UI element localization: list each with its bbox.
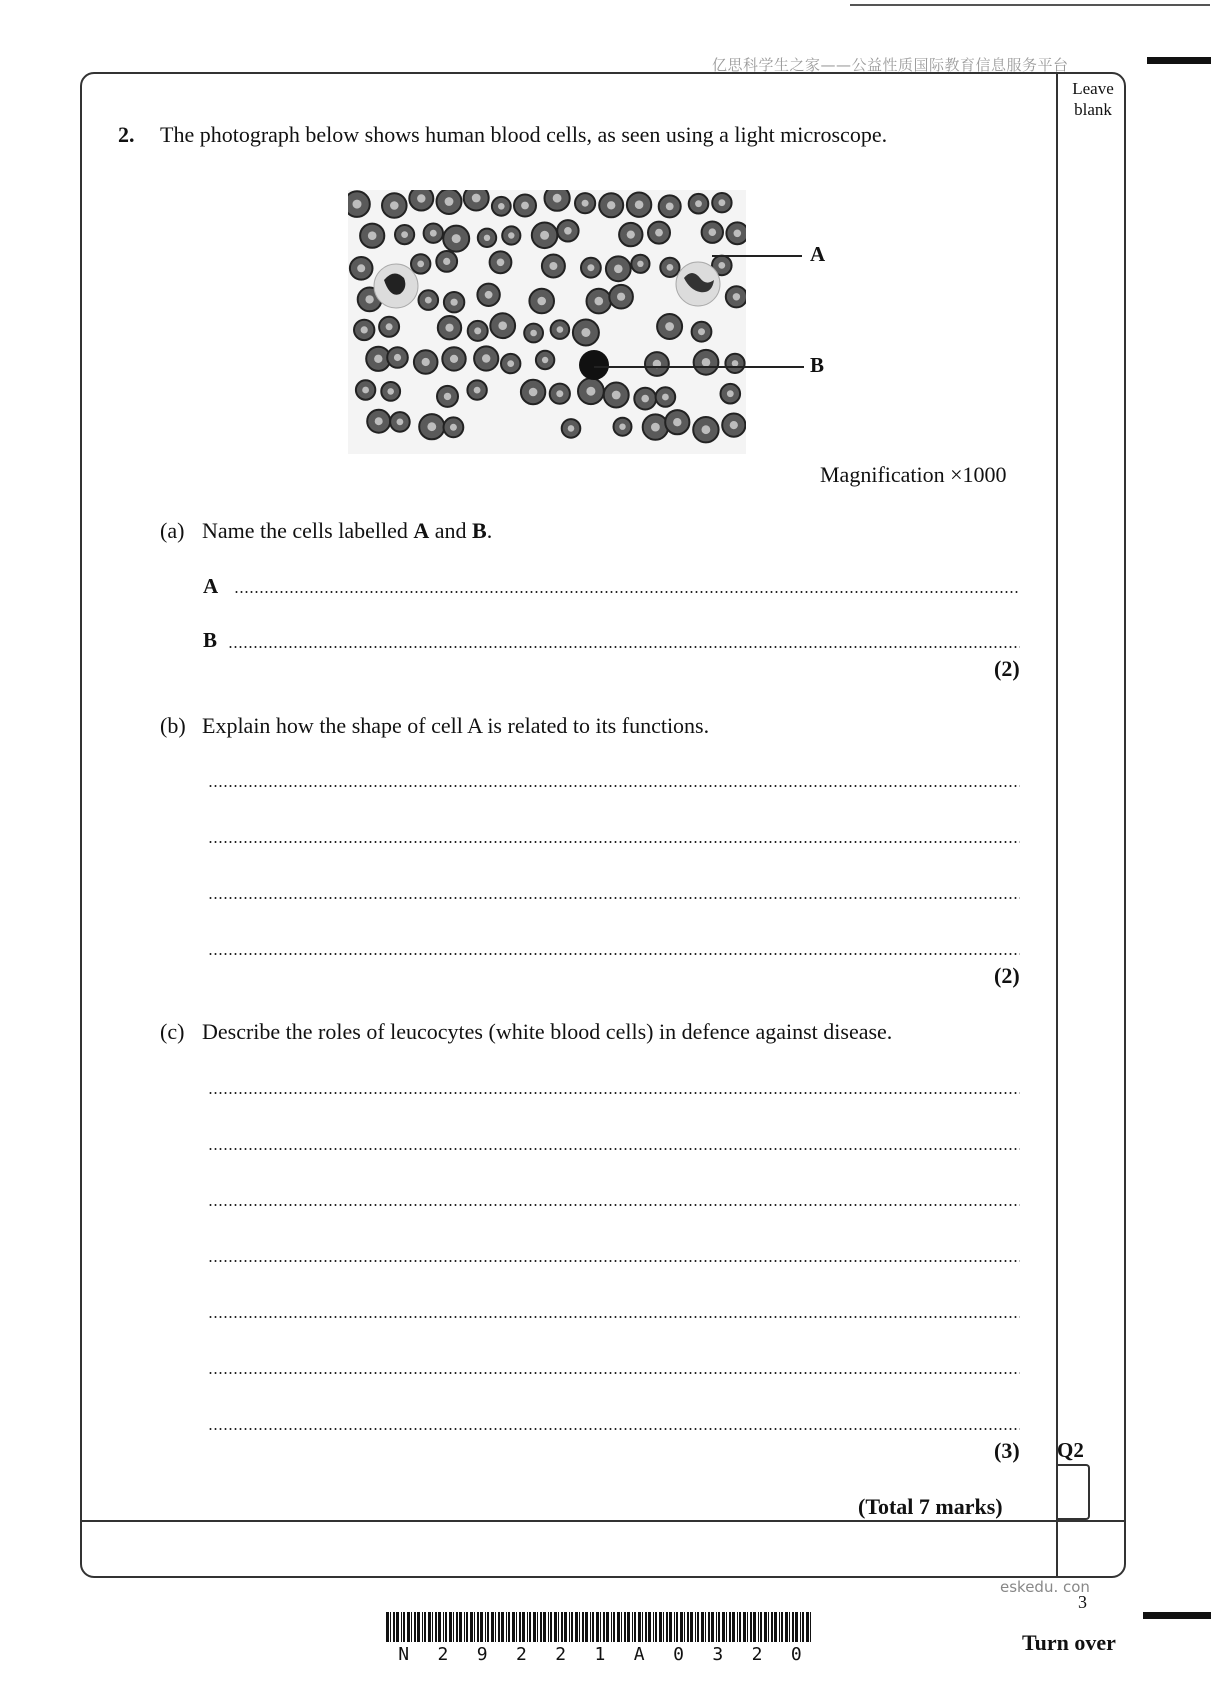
- barcode-bar: [485, 1612, 486, 1642]
- barcode-bar: [558, 1612, 559, 1642]
- barcode-bar: [806, 1612, 809, 1642]
- red-blood-cell-center: [498, 203, 505, 210]
- barcode-bar: [491, 1612, 494, 1642]
- barcode-bar: [543, 1612, 546, 1642]
- barcode-bar: [537, 1612, 538, 1642]
- barcode-bar: [480, 1612, 483, 1642]
- barcode-bar: [718, 1612, 720, 1642]
- barcode-bar: [663, 1612, 664, 1642]
- barcode-bar: [529, 1612, 531, 1642]
- red-blood-cell-center: [556, 390, 563, 397]
- barcode-digit: 3: [712, 1644, 724, 1665]
- barcode-bar: [596, 1612, 599, 1642]
- red-blood-cell-center: [368, 231, 377, 240]
- part-c-tag: (c): [160, 1019, 185, 1044]
- barcode-digit: 1: [594, 1644, 606, 1665]
- barcode-bar: [522, 1612, 525, 1642]
- part-b-answer-line-3[interactable]: [208, 897, 1020, 899]
- barcode-bar: [575, 1612, 578, 1642]
- barcode-bar: [422, 1612, 423, 1642]
- part-a-marks: (2): [994, 656, 1020, 681]
- red-blood-cell-center: [443, 258, 450, 265]
- barcode-bar: [653, 1612, 654, 1642]
- red-blood-cell-center: [553, 194, 562, 203]
- red-blood-cell-center: [375, 417, 383, 425]
- red-blood-cell-center: [557, 326, 564, 333]
- barcode-bar: [449, 1612, 452, 1642]
- part-b-marks: (2): [994, 963, 1020, 988]
- red-blood-cell-center: [665, 322, 674, 331]
- page-number: 3: [1078, 1592, 1087, 1612]
- red-blood-cell-center: [667, 264, 674, 271]
- margin-divider: [1056, 74, 1058, 1576]
- barcode-bar: [779, 1612, 780, 1642]
- part-c-answer-line-7[interactable]: [208, 1428, 1020, 1430]
- barcode-bar: [414, 1612, 416, 1642]
- part-b-answer-line-4[interactable]: [208, 953, 1020, 955]
- barcode-bar: [386, 1612, 389, 1642]
- red-blood-cell-center: [417, 194, 425, 202]
- red-blood-cell-center: [425, 297, 432, 304]
- barcode-bar: [417, 1612, 420, 1642]
- red-blood-cell-center: [357, 264, 365, 272]
- red-blood-cell-center: [582, 200, 589, 207]
- barcode-bar: [638, 1612, 641, 1642]
- barcode-bar: [466, 1612, 468, 1642]
- barcode-bar: [722, 1612, 725, 1642]
- barcode-bar: [632, 1612, 633, 1642]
- part-c-answer-line-4[interactable]: [208, 1260, 1020, 1262]
- barcode-bar: [512, 1612, 515, 1642]
- question-number: 2.: [118, 122, 135, 147]
- part-c-answer-line-2[interactable]: [208, 1148, 1020, 1150]
- red-blood-cell-center: [445, 324, 453, 332]
- barcode-bar: [600, 1612, 601, 1642]
- red-blood-cell-center: [417, 261, 424, 268]
- part-a-text-pre: Name the cells labelled: [202, 518, 414, 543]
- red-blood-cell-center: [698, 328, 705, 335]
- red-blood-cell-center: [497, 259, 505, 267]
- barcode-bar: [527, 1612, 528, 1642]
- q2-label: Q2: [1057, 1438, 1084, 1462]
- question-intro: The photograph below shows human blood cells, as seen using a light microscope.: [160, 122, 888, 147]
- red-blood-cell-center: [549, 262, 557, 270]
- total-marks: (Total 7 marks): [858, 1494, 1003, 1519]
- barcode-bar: [711, 1612, 714, 1642]
- red-blood-cell-center: [651, 423, 660, 432]
- part-b-question: Explain how the shape of cell A is related to its functions.: [202, 713, 710, 738]
- barcode-bar: [464, 1612, 465, 1642]
- part-c-answer-line-3[interactable]: [208, 1204, 1020, 1206]
- red-blood-cell-center: [401, 231, 408, 238]
- pointer-line-a: [712, 255, 802, 257]
- red-blood-cell-center: [635, 200, 644, 209]
- red-blood-cell-center: [474, 387, 481, 394]
- barcode-bar: [716, 1612, 717, 1642]
- red-blood-cell-center: [617, 293, 625, 301]
- part-a-text-post: .: [486, 518, 493, 543]
- bottom-divider: [80, 1520, 1126, 1522]
- red-blood-cell-center: [587, 264, 594, 271]
- barcode-bar: [659, 1612, 662, 1642]
- lymphocyte-b: [579, 350, 609, 380]
- barcode-bar: [396, 1612, 399, 1642]
- barcode-bar: [642, 1612, 643, 1642]
- barcode-digit: 2: [516, 1644, 527, 1665]
- part-c-answer-line-6[interactable]: [208, 1372, 1020, 1374]
- red-blood-cell-center: [452, 234, 461, 243]
- barcode-bar: [487, 1612, 489, 1642]
- red-blood-cell-center: [540, 231, 549, 240]
- barcode-bar: [676, 1612, 678, 1642]
- barcode-bar: [621, 1612, 622, 1642]
- q2-score-box: [1058, 1464, 1090, 1520]
- red-blood-cell-center: [530, 330, 537, 337]
- part-a-tag: (a): [160, 518, 185, 543]
- red-blood-cell-center: [397, 419, 404, 426]
- answer-line-b[interactable]: [228, 646, 1020, 648]
- barcode-bar: [729, 1612, 731, 1642]
- barcode-bar: [785, 1612, 788, 1642]
- red-blood-cell-center: [612, 391, 621, 400]
- barcode-bar: [456, 1612, 458, 1642]
- red-blood-cell-center: [474, 327, 481, 334]
- barcode-bar: [498, 1612, 500, 1642]
- red-blood-cell-center: [586, 387, 595, 396]
- red-blood-cell-center: [655, 229, 663, 237]
- barcode-bar: [606, 1612, 609, 1642]
- barcode-bar: [768, 1612, 769, 1642]
- barcode-bar: [506, 1612, 507, 1642]
- red-blood-cell-center: [507, 360, 514, 367]
- barcode-bar: [617, 1612, 620, 1642]
- red-blood-cell-center: [607, 201, 615, 209]
- barcode-bar: [732, 1612, 735, 1642]
- red-blood-cell-center: [641, 395, 649, 403]
- barcode-bar: [428, 1612, 431, 1642]
- barcode-bar: [708, 1612, 710, 1642]
- barcode-bar: [533, 1612, 536, 1642]
- barcode-bar: [795, 1612, 798, 1642]
- part-a-question: [202, 518, 492, 544]
- leave-blank-label: Leave blank: [1072, 79, 1114, 119]
- barcode-bar: [781, 1612, 783, 1642]
- red-blood-cell-center: [387, 388, 394, 395]
- barcode-bar: [743, 1612, 746, 1642]
- barcode-bar: [540, 1612, 542, 1642]
- barcode-bar: [477, 1612, 479, 1642]
- barcode-digit: A: [633, 1644, 645, 1665]
- barcode-bar: [648, 1612, 651, 1642]
- barcode-bar: [624, 1612, 626, 1642]
- photo-label-a: A: [810, 242, 826, 266]
- red-blood-cell-center: [581, 328, 590, 337]
- barcode-bar: [802, 1612, 804, 1642]
- barcode-bar: [501, 1612, 504, 1642]
- barcode-bar: [758, 1612, 759, 1642]
- barcode-bar: [697, 1612, 699, 1642]
- red-blood-cell-center: [709, 228, 717, 236]
- red-blood-cell-center: [627, 231, 635, 239]
- barcode-bar: [684, 1612, 685, 1642]
- barcode-bar: [519, 1612, 521, 1642]
- red-blood-cell-center: [537, 297, 546, 306]
- part-a-text-mid: and: [429, 518, 473, 543]
- margin-mark-bottom: [1143, 1612, 1211, 1619]
- red-blood-cell-center: [390, 201, 399, 210]
- barcode-bar: [564, 1612, 567, 1642]
- barcode-bar: [645, 1612, 647, 1642]
- barcode-bar: [561, 1612, 563, 1642]
- barcode-bar: [789, 1612, 790, 1642]
- barcode-bar: [424, 1612, 426, 1642]
- red-blood-cell-center: [695, 200, 702, 207]
- barcode-bar: [432, 1612, 433, 1642]
- barcode-bar: [674, 1612, 675, 1642]
- barcode-bar: [550, 1612, 552, 1642]
- barcode-bar: [585, 1612, 588, 1642]
- barcode-bar: [554, 1612, 557, 1642]
- barcode-bar: [582, 1612, 584, 1642]
- barcode-bar: [393, 1612, 395, 1642]
- barcode-bar: [611, 1612, 612, 1642]
- barcode-number: [384, 1644, 816, 1665]
- barcode-digit: 2: [555, 1644, 567, 1665]
- answer-label-a: A: [203, 574, 219, 598]
- barcode-bar: [655, 1612, 657, 1642]
- margin-mark-top: [1147, 57, 1211, 64]
- red-blood-cell-center: [451, 299, 458, 306]
- part-c-answer-line-5[interactable]: [208, 1316, 1020, 1318]
- red-blood-cell-center: [542, 357, 548, 363]
- barcode-bar: [774, 1612, 777, 1642]
- red-blood-cell-center: [472, 194, 481, 203]
- red-blood-cell-center: [386, 323, 393, 330]
- barcode-digit: 9: [476, 1644, 488, 1665]
- barcode-bar: [695, 1612, 696, 1642]
- barcode-bar: [747, 1612, 748, 1642]
- barcode-bar: [401, 1612, 402, 1642]
- part-a-bold-b: B: [472, 518, 487, 543]
- barcode-bar: [438, 1612, 441, 1642]
- red-blood-cell-center: [394, 354, 401, 361]
- red-blood-cell-center: [430, 230, 437, 237]
- part-c-answer-line-1[interactable]: [208, 1092, 1020, 1094]
- barcode-digit: 2: [437, 1644, 449, 1665]
- barcode-bar: [753, 1612, 756, 1642]
- red-blood-cell-center: [568, 425, 575, 432]
- barcode-bar: [474, 1612, 475, 1642]
- part-b-tag: (b): [160, 713, 186, 738]
- barcode-bar: [459, 1612, 462, 1642]
- barcode-bar: [548, 1612, 549, 1642]
- barcode-bar: [390, 1612, 391, 1642]
- barcode-bar: [613, 1612, 615, 1642]
- red-blood-cell-center: [666, 203, 674, 211]
- red-blood-cell-center: [508, 232, 514, 238]
- barcode-bar: [603, 1612, 605, 1642]
- red-blood-cell-center: [718, 262, 725, 269]
- red-blood-cell-center: [485, 291, 493, 299]
- red-blood-cell-center: [595, 297, 604, 306]
- red-blood-cell-center: [498, 321, 507, 330]
- barcode-bar: [800, 1612, 801, 1642]
- red-blood-cell-center: [444, 393, 451, 400]
- part-b-answer-line-2[interactable]: [208, 841, 1020, 843]
- red-blood-cell-center: [733, 293, 740, 300]
- part-c-marks: (3): [994, 1438, 1020, 1463]
- barcode-digit: 0: [790, 1644, 802, 1665]
- barcode-bar: [750, 1612, 752, 1642]
- barcode-bar: [764, 1612, 767, 1642]
- barcode-bar: [407, 1612, 410, 1642]
- part-c-question: Describe the roles of leucocytes (white blood cells) in defence against disease.: [202, 1019, 893, 1044]
- barcode-bar: [810, 1612, 811, 1642]
- red-blood-cell-center: [702, 425, 711, 434]
- red-blood-cell-center: [673, 418, 681, 426]
- red-blood-cell-center: [662, 394, 669, 401]
- red-blood-cell-center: [564, 227, 572, 235]
- red-blood-cell-center: [450, 424, 457, 431]
- red-blood-cell-center: [734, 230, 742, 238]
- barcode-bar: [516, 1612, 517, 1642]
- watermark-text: 亿思科学生之家——公益性质国际教育信息服务平台: [712, 56, 1069, 74]
- barcode-bar: [403, 1612, 405, 1642]
- red-blood-cell-center: [422, 358, 430, 366]
- barcode-bar: [592, 1612, 594, 1642]
- barcode-bar: [792, 1612, 794, 1642]
- barcode-digit: 2: [751, 1644, 763, 1665]
- red-blood-cell-center: [719, 199, 726, 206]
- part-a-bold-a: A: [413, 518, 430, 543]
- barcode-bar: [701, 1612, 704, 1642]
- red-blood-cell-center: [521, 202, 529, 210]
- barcode-bar: [411, 1612, 412, 1642]
- barcode-bar: [453, 1612, 454, 1642]
- barcode-bar: [627, 1612, 630, 1642]
- red-blood-cell-center: [619, 424, 625, 430]
- barcode-bar: [569, 1612, 570, 1642]
- red-blood-cell-center: [374, 355, 382, 363]
- barcode-bar: [445, 1612, 447, 1642]
- answer-line-a[interactable]: [234, 591, 1020, 593]
- barcode-bar: [508, 1612, 510, 1642]
- red-blood-cell-center: [353, 200, 362, 209]
- red-blood-cell-center: [450, 355, 458, 363]
- red-blood-cell-center: [361, 326, 368, 333]
- barcode-bar: [669, 1612, 672, 1642]
- barcode-bar: [435, 1612, 437, 1642]
- barcode-bar: [571, 1612, 573, 1642]
- red-blood-cell-center: [365, 295, 373, 303]
- red-blood-cell-center: [637, 261, 643, 267]
- red-blood-cell-center: [730, 421, 738, 429]
- barcode-bar: [470, 1612, 473, 1642]
- magnification-text: Magnification ×1000: [820, 462, 1007, 487]
- barcode-bar: [739, 1612, 741, 1642]
- barcode-digit: N: [398, 1644, 410, 1665]
- barcode-bar: [590, 1612, 591, 1642]
- barcode-digit: 0: [673, 1644, 684, 1665]
- barcode-bar: [495, 1612, 496, 1642]
- barcode-bar: [579, 1612, 580, 1642]
- blood-cell-micrograph: [348, 190, 746, 454]
- barcode-bar: [443, 1612, 444, 1642]
- photo-label-b: B: [810, 353, 825, 377]
- barcode-bar: [760, 1612, 762, 1642]
- answer-label-b: B: [203, 628, 218, 652]
- part-b-answer-line-1[interactable]: [208, 785, 1020, 787]
- barcode-bar: [690, 1612, 693, 1642]
- red-blood-cell-center: [427, 422, 436, 431]
- red-blood-cell-center: [484, 235, 490, 241]
- barcode-bar: [680, 1612, 683, 1642]
- red-blood-cell-center: [445, 197, 454, 206]
- barcode-bar: [726, 1612, 727, 1642]
- barcode-bar: [634, 1612, 636, 1642]
- site-watermark: eskedu. con: [1000, 1578, 1090, 1596]
- red-blood-cell-center: [529, 388, 538, 397]
- top-rule: [850, 4, 1210, 6]
- barcode-bar: [737, 1612, 738, 1642]
- turn-over-label: Turn over: [1022, 1630, 1116, 1655]
- red-blood-cell-center: [614, 265, 623, 274]
- pointer-line-b: [594, 366, 804, 368]
- barcode-bar: [771, 1612, 773, 1642]
- barcode-bar: [666, 1612, 668, 1642]
- red-blood-cell-center: [362, 387, 369, 394]
- red-blood-cell-center: [727, 390, 734, 397]
- red-blood-cell-center: [482, 354, 490, 362]
- barcode-bar: [705, 1612, 706, 1642]
- barcode-bar: [687, 1612, 689, 1642]
